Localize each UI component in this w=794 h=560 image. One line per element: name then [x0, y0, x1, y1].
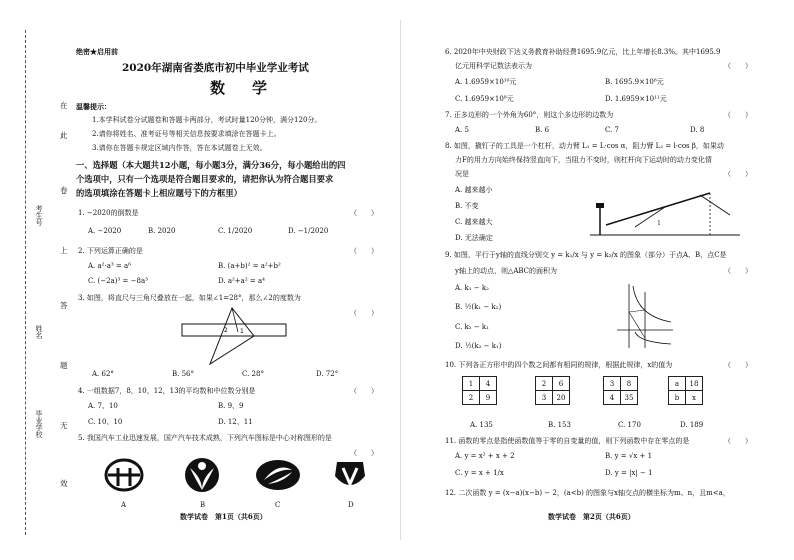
number-grid: [535, 376, 570, 405]
grid-cell: x: [686, 391, 703, 405]
question-10: 10. 下列各正方形中的四个数之间都有相同的规律，根据此规律，x的值为: [445, 361, 673, 369]
grid-cell: 2: [463, 391, 480, 405]
answer-paren: （ ）: [350, 387, 378, 395]
grid-cell: 4: [480, 377, 497, 391]
answer-paren: （ ）: [350, 309, 378, 317]
option: B. 不变: [455, 202, 479, 210]
logo-label: B: [200, 501, 206, 509]
option: C. 170: [618, 421, 641, 429]
option: A. y = x² + x + 2: [455, 452, 515, 460]
grid-cell: 8: [621, 377, 638, 391]
notice-item: 3.请你在答题卡规定区域内作答，答在本试题卷上无效。: [92, 144, 267, 152]
page-footer: 数学试卷 第1页（共6页）: [180, 512, 267, 521]
option: D. ½(k₂ − k₁): [455, 342, 502, 350]
notice-item: 2.请你将姓名、准考证号等相关信息按要求填涂在答题卡上。: [92, 130, 281, 138]
car-logo-d-icon: [331, 456, 369, 494]
option: B. (a+b)² = a²+b²: [218, 262, 281, 270]
option: C. 7: [605, 126, 620, 134]
option: B. 2020: [148, 227, 176, 235]
seal-char: 题: [60, 361, 68, 370]
question-8: 8. 如图，撬钉子的工具是一个杠杆，动力臂 L₁ = L·cos α，阻力臂 L₂ = l·cos β，如果动: [445, 142, 724, 150]
binding-line: [25, 30, 26, 535]
option: D. a²+a² = a⁴: [218, 277, 265, 285]
seal-char: 无: [60, 421, 68, 430]
grid-cell: 20: [553, 391, 570, 405]
confidential-mark: 绝密★启用前: [76, 47, 118, 56]
grid-cell: 6: [553, 377, 570, 391]
option: A. 135: [470, 421, 493, 429]
question-5: 5. 我国汽车工业迅速发展，国产汽车技术成熟，下列汽车图标是中心对称图形的是: [78, 434, 332, 442]
option: A. −2020: [88, 227, 122, 235]
option: D. 无法确定: [455, 234, 493, 242]
subject-title: 数 学: [210, 79, 274, 97]
page-fold: [400, 20, 401, 540]
option: C. (−2a)³ = −8a³: [88, 277, 148, 285]
option: A. 越来越小: [455, 186, 493, 194]
section-heading: 一、选择题（本大题共12小题，每小题3分，满分36分，每小题给出的四: [76, 160, 346, 170]
option: A. 62°: [92, 370, 114, 378]
car-logo-a-icon: [104, 458, 144, 492]
option: A. k₁ − k₂: [455, 284, 489, 292]
option: C. 1.6959×10⁸元: [455, 95, 514, 103]
seal-char: 上: [60, 246, 68, 255]
option: B. y = √x + 1: [605, 452, 653, 460]
question-6-cont: 亿元用科学记数法表示为: [455, 62, 532, 70]
svg-text:l: l: [658, 220, 660, 227]
car-logo-c-icon: [254, 458, 302, 492]
question-4: 4. 一组数据7，8，10，12，13的平均数和中位数分别是: [78, 387, 256, 395]
grid-cell: a: [669, 377, 686, 391]
grid-cell: 1: [463, 377, 480, 391]
option: B. 153: [548, 421, 571, 429]
lever-figure: [590, 185, 740, 245]
name-label: 姓名: [35, 325, 43, 339]
option: D. 189: [680, 421, 704, 429]
question-2: 2. 下列运算正确的是: [78, 247, 143, 255]
svg-text:1: 1: [240, 328, 244, 335]
question-12: 12. 二次函数 y = (x−a)(x−b) − 2，(a<b) 的图象与x轴交点的横坐标为m、n，且m<a，: [445, 489, 730, 497]
seal-char: 在: [60, 101, 68, 110]
ruler-triangle-figure: [180, 306, 290, 366]
svg-text:2: 2: [224, 327, 228, 334]
logo-label: C: [275, 501, 281, 509]
car-logo-b-icon: [182, 456, 222, 494]
grid-cell: 35: [621, 391, 638, 405]
seal-char: 效: [60, 479, 68, 488]
option: B. 6: [535, 126, 550, 134]
option: C. 28°: [242, 370, 264, 378]
answer-paren: （ ）: [724, 437, 752, 445]
question-8-cont: 况是: [455, 170, 469, 178]
section-heading: 的选项填涂在答题卡上相应题号下的方框里）: [76, 188, 242, 198]
section-heading: 个选项中，只有一个选项是符合题目要求的，请把你认为符合题目要求: [76, 174, 334, 184]
grid-cell: 3: [604, 377, 621, 391]
number-grid: [603, 376, 638, 405]
option: D. y = |x| − 1: [605, 469, 653, 477]
answer-paren: （ ）: [724, 62, 752, 70]
question-3: 3. 如图，将直尺与三角尺叠放在一起，如果∠1=28°，那么∠2的度数为: [78, 294, 301, 302]
option: A. 7、10: [88, 402, 118, 410]
seal-char: 卷: [60, 186, 68, 195]
seal-char: 此: [60, 131, 68, 140]
logo-label: D: [348, 501, 354, 509]
notice-title: 温馨提示：: [76, 102, 111, 111]
answer-paren: （ ）: [724, 267, 752, 275]
option: D. 8: [690, 126, 705, 134]
option: D. −1/2020: [288, 227, 329, 235]
notice-item: 1.本学科试卷分试题卷和答题卡两部分，考试时量120分钟，满分120分。: [92, 116, 322, 124]
grid-cell: 2: [536, 377, 553, 391]
number-grid: [462, 376, 497, 405]
option: B. 9、9: [218, 402, 244, 410]
school-label: 毕业学校: [35, 410, 43, 438]
grid-cell: 9: [480, 391, 497, 405]
answer-paren: （ ）: [350, 247, 378, 255]
answer-paren: （ ）: [350, 209, 378, 217]
exam-title: 2020年湖南省娄底市初中毕业学业考试: [122, 62, 309, 74]
option: A. a²·a³ = a⁶: [88, 262, 131, 270]
question-6: 6. 2020年中央财政下达义务教育补助经费1695.9亿元，比上年增长8.3%。其中1695.9: [445, 48, 721, 56]
option: B. 1695.9×10⁸元: [605, 78, 664, 86]
option: D. 1.6959×10¹¹元: [605, 95, 667, 103]
number-grid: [668, 376, 703, 405]
option: C. y = x + 1/x: [455, 469, 504, 477]
option: C. 1/2020: [218, 227, 253, 235]
option: C. 10、10: [88, 418, 123, 426]
seal-char: 答: [60, 301, 68, 310]
grid-cell: 3: [536, 391, 553, 405]
hyperbola-figure: [615, 282, 675, 350]
page-footer: 数学试卷 第2页（共6页）: [548, 512, 635, 521]
question-11: 11. 函数的零点是指使函数值等于零的自变量的值，则下列函数中存在零点的是: [445, 437, 690, 445]
question-8-cont: 力F的用力方向始终保持竖直向下，当阻力不变时，则杠杆向下运动时的动力变化情: [455, 156, 712, 164]
question-9-cont: y轴上的动点，则△ABC的面积为: [455, 267, 558, 275]
option: B. 56°: [172, 370, 195, 378]
question-7: 7. 正多边形的一个外角为60°，则这个多边形的边数为: [445, 111, 614, 119]
answer-paren: （ ）: [350, 449, 378, 457]
option: C. k₂ − k₁: [455, 323, 489, 331]
option: D. 12、11: [218, 418, 253, 426]
grid-cell: 18: [686, 377, 703, 391]
option: D. 72°: [316, 370, 339, 378]
option: A. 5: [455, 126, 469, 134]
grid-cell: b: [669, 391, 686, 405]
answer-paren: （ ）: [724, 361, 752, 369]
answer-paren: （ ）: [724, 170, 752, 178]
option: C. 越来越大: [455, 218, 493, 226]
question-9: 9. 如图，平行于y轴的直线分别交 y = k₁/x 与 y = k₂/x 的图象（部分）于点A、B，点C是: [445, 251, 727, 259]
question-1: 1. −2020的倒数是: [78, 209, 139, 217]
option: A. 1.6959×10¹⁰元: [455, 78, 517, 86]
grid-cell: 4: [604, 391, 621, 405]
answer-paren: （ ）: [724, 111, 752, 119]
exam-number-label: 考生号: [35, 205, 43, 226]
option: B. ½(k₁ − k₂): [455, 303, 502, 311]
logo-label: A: [121, 501, 127, 509]
